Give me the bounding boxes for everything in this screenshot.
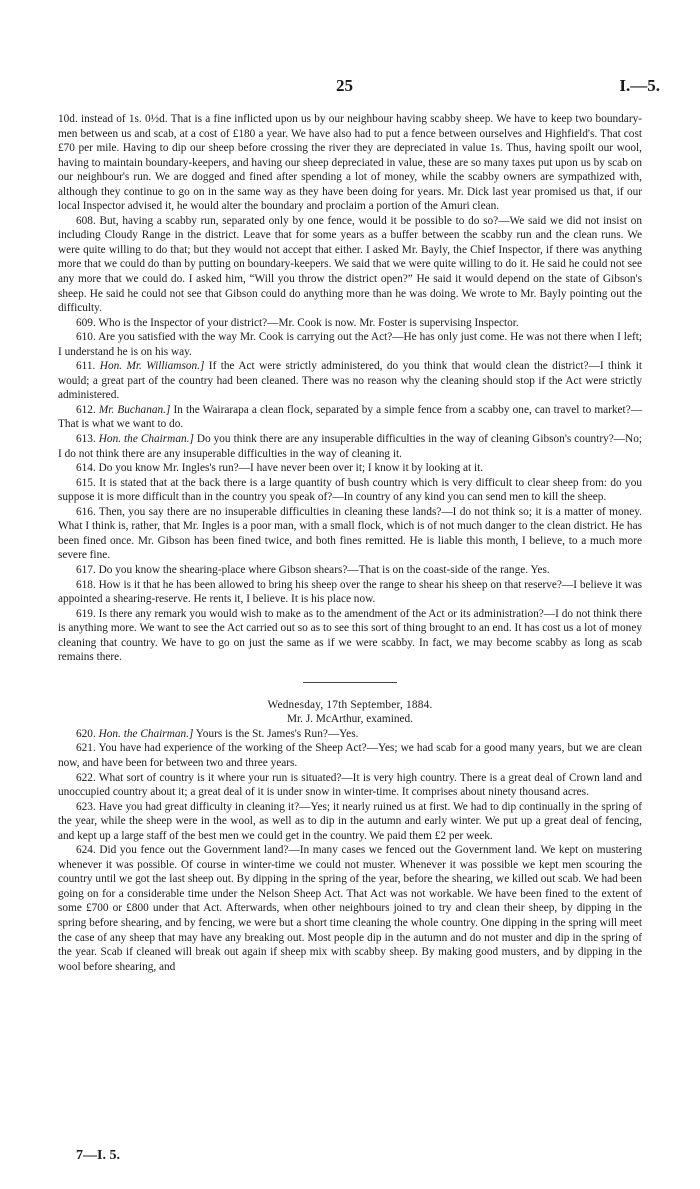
paragraph-text: 609. Who is the Inspector of your district?—Mr. Cook is now. Mr. Foster is supervising Inspector. (76, 316, 519, 329)
paragraph-text: 608. But, having a scabby run, separated only by one fence, would it be possible to do so?—We said we did not insist on including Cloudy Range in the district. Leave that for some years as a buffer between the scabby run and the clean runs. We were quite willing to do that; but they would not accept that either. I asked Mr. Bayly, the Chief Inspector, if there was anything more that we could do than by putting on boundary-keepers. We said that we were quite willing to do it. He said he could not see any more that we could do. I asked him, “Will you throw the district open?” He said it would depend on the state of Gibson's sheep. He said he could not see that Gibson could do anything more than he was doing. We wrote to Mr. Bayly pointing out the difficulty. (58, 214, 642, 315)
paragraph (58, 843, 642, 974)
paragraph-text: Yours is the St. James's Run?—Yes. (193, 727, 359, 740)
paragraph (58, 505, 642, 563)
paragraph (58, 771, 642, 800)
paragraph (58, 330, 642, 359)
session-date-heading: Wednesday, 17th September, 1884. (267, 698, 433, 711)
paragraph (58, 359, 642, 403)
paragraph (58, 727, 642, 742)
speaker-name: Hon. the Chairman.] (98, 727, 194, 740)
testimony-part-two (58, 727, 642, 974)
paragraph-text: In the Wairarapa a clean flock, separated by a simple fence from a scabby one, can travel to market?—That is what we want to do. (58, 403, 643, 431)
paragraph (58, 607, 642, 665)
paragraph (58, 741, 642, 770)
paragraph (58, 563, 642, 578)
page-signature: 7—I. 5. (76, 1148, 120, 1163)
paragraph-text: If the Act were strictly administered, do you think that would clean the district?—I think it would; a great part of the country had been cleaned. There was no reason why the cleaning should stop if the Act were strictly administered. (58, 360, 642, 402)
paragraph (58, 461, 642, 476)
paragraph (58, 316, 642, 331)
document-body (58, 112, 642, 974)
question-number: 620. (76, 727, 99, 740)
paragraph-text: 622. What sort of country is it where your run is situated?—It is very high country. There is a great deal of Crown land and unoccupied country about it; a great deal of it is under snow in winter-time. It comprises about ninety thousand acres. (58, 771, 642, 799)
paragraph-text: 616. Then, you say there are no insuperable difficulties in cleaning these lands?—I do not think so; it is a matter of money. What I think is, rather, that Mr. Ingles is a poor man, with a small flock, which is of not much danger to the clean district. He has been fined once. Mr. Gibson has been fined twice, and both fines remitted. He is liable this month, I believe, to a much more severe fine. (58, 505, 642, 562)
paragraph-text: 619. Is there any remark you would wish to make as to the amendment of the Act or its administration?—I do not think there is anything more. We want to see the Act carried out so as to see this sort of thing brought to an end. It has cost us a lot of money cleaning that country. We have to go on just the same as if we were scabby. In fact, we may become scabby as long as scab remains there. (58, 607, 642, 664)
paragraph (58, 432, 642, 461)
paragraph-text: 621. You have had experience of the working of the Sheep Act?—Yes; we had scab for a good many years, but we are clean now, and have been for between two and three years. (58, 742, 642, 769)
section-divider (303, 682, 397, 683)
page-header (0, 76, 700, 100)
paragraph-text: 617. Do you know the shearing-place where Gibson shears?—That is on the coast-side of the range. Yes. (76, 563, 550, 576)
paragraph-text: 10d. instead of 1s. 0½d. That is a fine inflicted upon us by our neighbour having scabby sheep. We have to keep two boundary-men between us and scab, at a cost of £180 a year. We have also had to put a fence between ourselves and Highfield's. That cost £70 per mile. Having to dip our sheep before crossing the river they are depreciated in value 1s. Thus, having spoilt our wool, having to maintain boundary-keepers, and having our sheep depreciated in value, these are so many taxes put upon us by scab on our neighbour's run. We are dogged and fined after spending a lot of money, while the scabby owners are sympathized with, although they continue to go on in the same way as they have been doing for years. Mr. Dick last year promised us that, if our local Inspector advised it, he would alter the boundary and proclaim a portion of the Amuri clean. (58, 113, 642, 213)
page-number: 25 (336, 76, 353, 95)
testimony-part-one (58, 112, 642, 665)
paragraph-text: 624. Did you fence out the Government land?—In many cases we fenced out the Government land. We kept on mustering whenever it was possible. Of course in winter-time we could not muster. Whenever it was possible we kept men scouring the country until we got the last sheep out. By dipping in the spring of the year, before the shearing, we killed out scab. We had been going on for a considerable time under the Nelson Sheep Act. That Act was not workable. We have been fined to the extent of some £700 or £800 under that Act. Afterwards, when other neighbours joined to try and clean their sheep, by dipping in the spring before shearing, and by fencing, we were but a short time cleaning the whole country. One dipping in the spring will meet the case of any sheep that may have any breaking out. Most people dip in the autumn and do not muster and dip in the spring of the year. Scab if cleaned will break out again if sheep mix with scabby sheep. By making good musters, and by dipping in the wool before shearing, and (58, 844, 642, 973)
paragraph-text: 618. How is it that he has been allowed to bring his sheep over the range to shear his sheep on that reserve?—I believe it was appointed a shearing-reserve. He rents it, I believe. It is his place now. (58, 578, 642, 606)
question-number: 612. (76, 403, 99, 416)
paragraph-text: 614. Do you know Mr. Ingles's run?—I have never been over it; I know it by looking at it. (76, 462, 484, 475)
paragraph-text: 615. It is stated that at the back there is a large quantity of bush country which is very difficult to clear sheep from: do you suppose it is more difficult than in the country you speak of?—In country of any kind you can send men to kill the sheep. (58, 476, 642, 504)
paragraph-text: 610. Are you satisfied with the way Mr. Cook is carrying out the Act?—He has only just come. He was not there when I left; I understand he is on his way. (58, 331, 642, 358)
question-number: 611. (76, 360, 100, 373)
speaker-name: Hon. the Chairman.] (98, 433, 194, 446)
paragraph (58, 403, 642, 432)
paragraph (58, 476, 642, 505)
paragraph (58, 578, 642, 607)
document-reference: I.—5. (619, 76, 660, 95)
paragraph (58, 214, 642, 316)
paragraph (58, 112, 642, 214)
speaker-name: Mr. Buchanan.] (98, 403, 171, 416)
paragraph-text: Do you think there are any insuperable difficulties in the way of cleaning Gibson's country?—No; I do not think there are any insuperable difficulties in the way of cleaning it. (58, 433, 642, 460)
witness-heading: Mr. J. McArthur, examined. (287, 713, 413, 726)
question-number: 613. (76, 433, 99, 446)
speaker-name: Hon. Mr. Williamson.] (99, 360, 205, 373)
paragraph-text: 623. Have you had great difficulty in cleaning it?—Yes; it nearly ruined us at first. We had to dip continually in the spring of the year, while the sheep were in the wool, as well as to dip in the autumn and early winter. We put up a great deal of fencing, and kept up a large staff of the best men we could get in the country. We paid them £2 per week. (58, 800, 642, 842)
paragraph (58, 800, 642, 844)
